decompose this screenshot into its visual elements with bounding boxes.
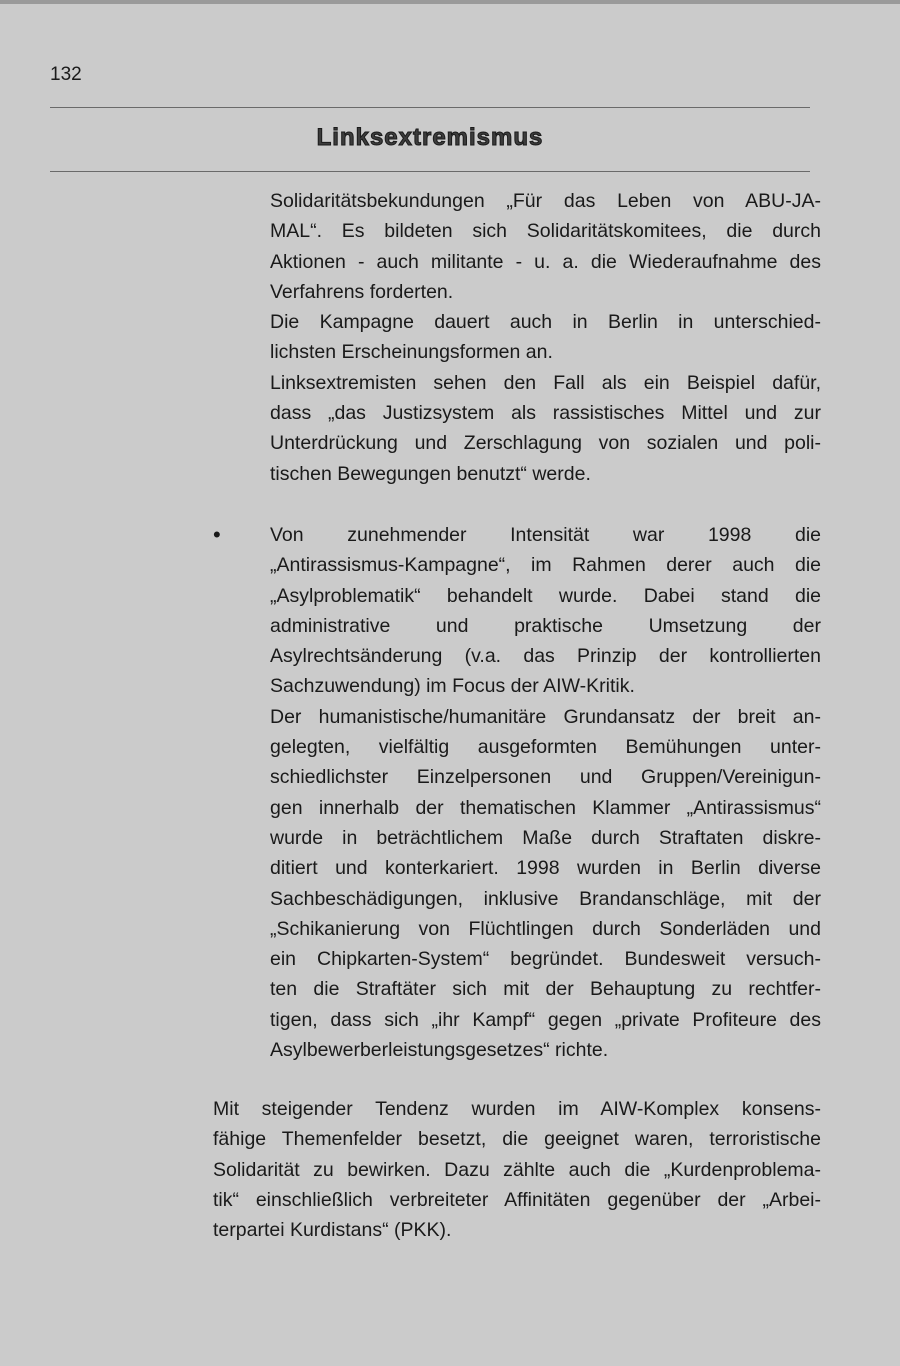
text-line: Asylbewerberleistungsgesetzes“ richte. xyxy=(270,1039,609,1062)
text-line: tischen Bewegungen benutzt“ werde. xyxy=(270,462,591,485)
paragraph xyxy=(213,1094,821,1245)
paragraph xyxy=(270,368,821,489)
text-line: ein Chipkarten-System“ begründet. Bundesweit versuch- xyxy=(270,948,821,971)
text-line: Solidaritätsbekundungen „Für das Leben von ABU-JA- xyxy=(270,190,821,212)
text-line: Der humanistische/humanitäre Grundansatz der breit an- xyxy=(270,705,821,728)
text-line: wurde in beträchtlichem Maße durch Straftaten diskre- xyxy=(270,826,821,849)
header-rule-top xyxy=(50,107,810,108)
text-line: tigen, dass sich „ihr Kampf“ gegen „private Profiteure des xyxy=(270,1008,821,1031)
text-line: Asylrechtsänderung (v.a. das Prinzip der kontrollierten xyxy=(270,645,821,668)
paragraph xyxy=(270,307,821,368)
page-top-edge xyxy=(0,0,900,4)
text-line: „Antirassismus-Kampagne“, im Rahmen derer auch die xyxy=(270,554,821,577)
text-line: administrative und praktische Umsetzung der xyxy=(270,614,821,637)
text-line: Sachbeschädigungen, inklusive Brandanschläge, mit der xyxy=(270,887,821,910)
text-line: gen innerhalb der thematischen Klammer „Antirassismus“ xyxy=(270,796,821,819)
text-line: tik“ einschließlich verbreiteter Affinitäten gegenüber der „Arbei- xyxy=(213,1188,821,1211)
paragraph-block-antirassismus xyxy=(270,520,821,1065)
paragraph-block-abu-jamal xyxy=(270,186,821,489)
text-line: Aktionen - auch militante - u. a. die Wiederaufnahme des xyxy=(270,250,821,273)
text-line: schiedlichster Einzelpersonen und Gruppen/Vereinigun- xyxy=(270,766,821,789)
paragraph xyxy=(270,186,821,307)
running-title: Linksextremismus xyxy=(316,124,544,151)
text-line: ditiert und konterkariert. 1998 wurden in Berlin diverse xyxy=(270,857,821,880)
text-line: „Schikanierung von Flüchtlingen durch Sonderläden und xyxy=(270,917,821,940)
text-line: gelegten, vielfältig ausgeformten Bemühungen unter- xyxy=(270,736,821,759)
text-line: Linksextremisten sehen den Fall als ein Beispiel dafür, xyxy=(270,371,821,394)
text-line: MAL“. Es bildeten sich Solidaritätskomitees, die durch xyxy=(270,220,821,243)
text-line: Sachzuwendung) im Focus der AIW-Kritik. xyxy=(270,675,635,698)
text-line: Die Kampagne dauert auch in Berlin in unterschied- xyxy=(270,311,821,334)
text-line: lichsten Erscheinungsformen an. xyxy=(270,341,553,364)
text-line: Mit steigender Tendenz wurden im AIW-Komplex konsens- xyxy=(213,1098,821,1120)
paragraph xyxy=(270,520,821,702)
text-line: fähige Themenfelder besetzt, die geeignet waren, terroristische xyxy=(213,1128,821,1151)
text-line: dass „das Justizsystem als rassistisches Mittel und zur xyxy=(270,402,821,425)
text-line: Von zunehmender Intensität war 1998 die xyxy=(270,524,821,546)
bullet-point: • xyxy=(213,522,221,547)
page-number: 132 xyxy=(50,64,82,85)
text-line: „Asylproblematik“ behandelt wurde. Dabei stand die xyxy=(270,584,821,607)
text-line: Solidarität zu bewirken. Dazu zählte auch die „Kurdenproblema- xyxy=(213,1158,821,1181)
text-line: terpartei Kurdistans“ (PKK). xyxy=(213,1219,452,1242)
paragraph-block-kurden xyxy=(213,1094,821,1245)
header-rule-bottom xyxy=(50,171,810,172)
text-line: Verfahrens forderten. xyxy=(270,280,454,303)
text-line: Unterdrückung und Zerschlagung von sozialen und poli- xyxy=(270,432,821,455)
text-line: ten die Straftäter sich mit der Behauptung zu rechtfer- xyxy=(270,978,821,1001)
paragraph xyxy=(270,702,821,1066)
